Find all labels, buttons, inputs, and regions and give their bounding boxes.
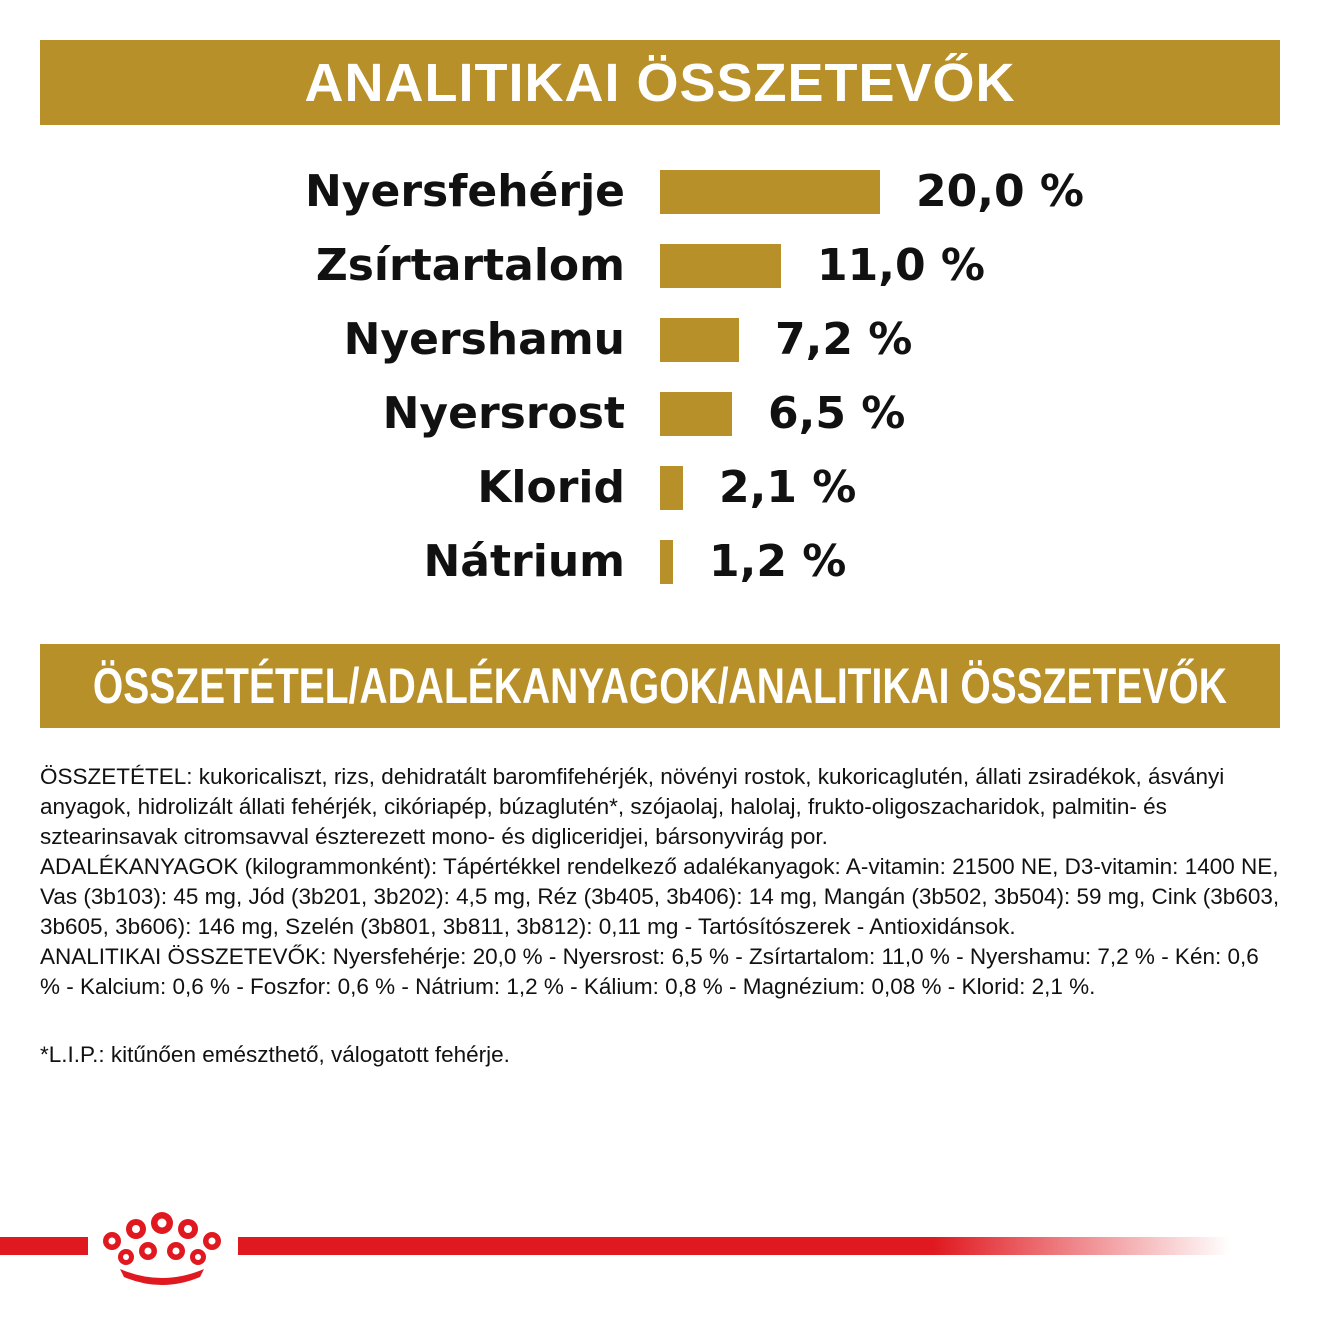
value-label: 11,0 % bbox=[817, 240, 985, 291]
value-bar bbox=[660, 466, 683, 510]
chart-row bbox=[0, 240, 1320, 291]
chart-row bbox=[0, 166, 1320, 217]
value-label: 1,2 % bbox=[709, 536, 847, 587]
additives-paragraph: ADALÉKANYAGOK (kilogrammonként): Tápértékkel rendelkező adalékanyagok: A-vitamin: 21500 NE, D3-vitamin: 1400 NE, Vas (3b103): 45 mg, Jód (3b201, 3b202): 4,5 mg, Réz (3b405, 3b406): 14 mg, Mangán (3b502, 3b504): 59 mg, Cink (3b603, 3b605, 3b606): 146 mg, Szelén (3b801, 3b811, 3b812): 0,11 mg - Tartósítószerek - Antioxidánsok. bbox=[40, 854, 1280, 939]
section-title-analytical bbox=[40, 40, 1280, 125]
category-label: Nyershamu bbox=[343, 314, 625, 365]
value-bar bbox=[660, 540, 673, 584]
composition-text-block bbox=[40, 762, 1280, 1002]
value-label: 7,2 % bbox=[775, 314, 913, 365]
value-bar bbox=[660, 392, 732, 436]
section-title-composition bbox=[40, 644, 1280, 728]
value-label: 2,1 % bbox=[719, 462, 857, 513]
category-label: Nyersfehérje bbox=[304, 166, 625, 217]
value-bar bbox=[660, 244, 781, 288]
nutrient-bar-chart bbox=[0, 150, 1320, 600]
crown-logo-icon bbox=[92, 1205, 232, 1285]
value-bar bbox=[660, 318, 739, 362]
chart-row bbox=[0, 388, 1320, 439]
value-label: 6,5 % bbox=[768, 388, 906, 439]
section-title-text: ANALITIKAI ÖSSZETEVŐK bbox=[304, 52, 1016, 113]
composition-title-text: ÖSSZETÉTEL/ADALÉKANYAGOK/ANALITIKAI ÖSSZETEVŐK bbox=[93, 658, 1227, 714]
chart-row bbox=[0, 536, 1320, 587]
analytical-paragraph: ANALITIKAI ÖSSZETEVŐK: Nyersfehérje: 20,0 % - Nyersrost: 6,5 % - Zsírtartalom: 11,0 % - Nyershamu: 7,2 % - Kén: 0,6 % - Kalcium: 0,6 % - Foszfor: 0,6 % - Nátrium: 1,2 % - Kálium: 0,8 % - Magnézium: 0,08 % - Klorid: 2,1 %. bbox=[40, 944, 1259, 999]
ingredients-paragraph: ÖSSZETÉTEL: kukoricaliszt, rizs, dehidratált baromfifehérjék, növényi rostok, kukoricaglutén, állati zsiradékok, ásványi anyagok, hidrolizált állati fehérjék, cikóriapép, búzaglutén*, szójaolaj, halolaj, frukto-oligoszacharidok, palmitin- és sztearinsavak citromsavval észterezett mono- és digliceridjei, bársonyvirág por. bbox=[40, 764, 1225, 849]
brand-line-right bbox=[238, 1237, 1230, 1255]
category-label: Klorid bbox=[477, 462, 625, 513]
brand-line-left bbox=[0, 1237, 88, 1255]
value-label: 20,0 % bbox=[916, 166, 1084, 217]
footnote: *L.I.P.: kitűnően emészthető, válogatott fehérje. bbox=[40, 1042, 510, 1067]
category-label: Nyersrost bbox=[382, 388, 625, 439]
chart-row bbox=[0, 462, 1320, 513]
category-label: Nátrium bbox=[423, 536, 625, 587]
category-label: Zsírtartalom bbox=[315, 240, 625, 291]
chart-row bbox=[0, 314, 1320, 365]
value-bar bbox=[660, 170, 880, 214]
